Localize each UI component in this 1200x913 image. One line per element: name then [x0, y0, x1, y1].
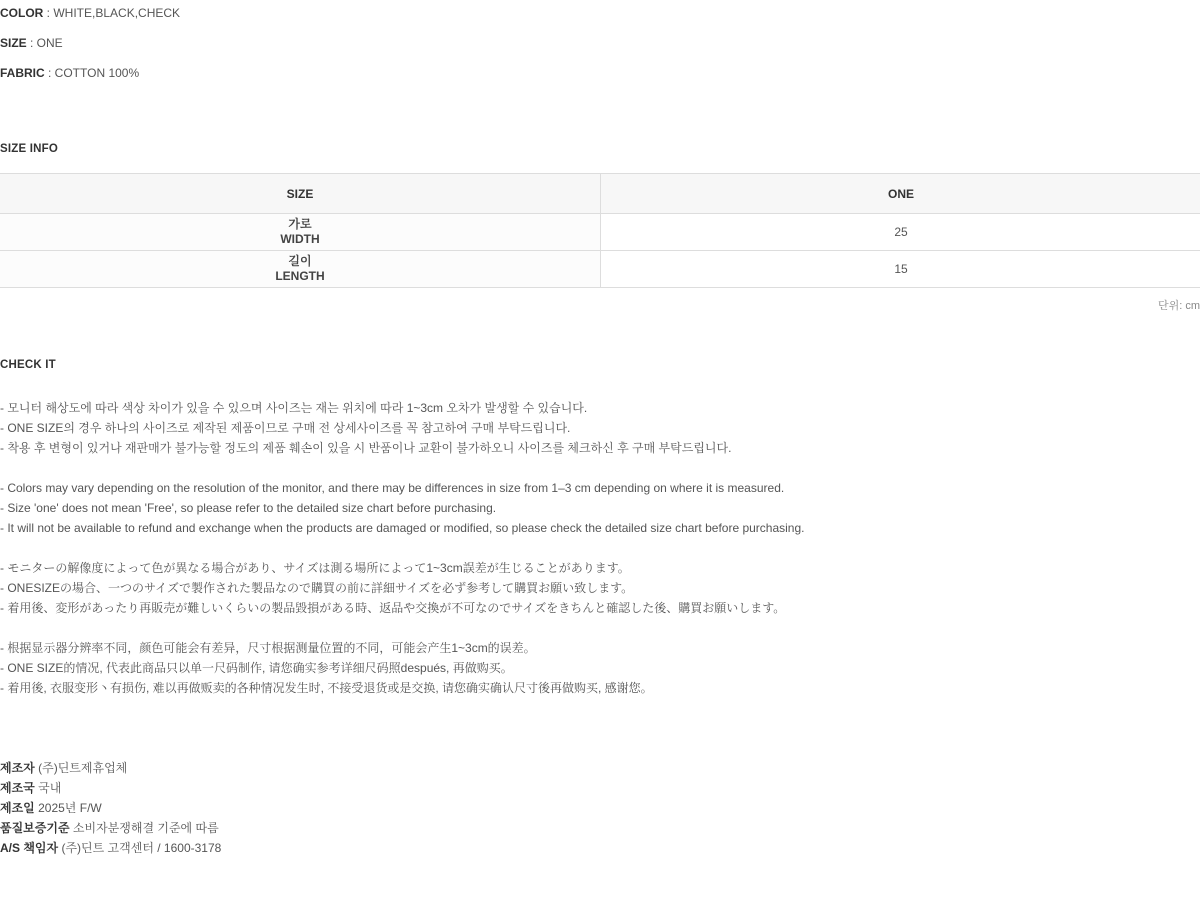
row-label-length — [0, 251, 601, 288]
size-info-table — [0, 173, 1200, 288]
note-en-3: - It will not be available to refund and exchange when the products are damaged or modified, so please check the detailed size chart before purchasing. — [0, 521, 805, 535]
note-cn-3: - 着用後, 衣服变形丶有损伤, 难以再做贩卖的各种情况发生时, 不接受退货或是交换, 请您确实确认尺寸後再做购买, 感谢您。 — [0, 681, 653, 695]
manufacturer-warranty-value: 소비자분쟁해결 기준에 따름 — [69, 821, 219, 835]
note-ko-3: - 착용 후 변형이 있거나 재판매가 불가능할 정도의 제품 훼손이 있을 시 반품이나 교환이 불가하오니 사이즈를 체크하신 후 구매 부탁드립니다. — [0, 441, 732, 455]
table-row — [0, 251, 1200, 288]
size-info-title: SIZE INFO — [0, 143, 59, 155]
note-jp-1: - モニターの解像度によって色が異なる場合があり、サイズは測る場所によって1~3cm誤差が生じることがあります。 — [0, 561, 630, 575]
note-cn-1: - 根据显示器分辨率不同，颜色可能会有差异，尺寸根据测量位置的不同，可能会产生1~3cm的误差。 — [0, 641, 536, 655]
manufacturer-country-label: 제조국 — [0, 781, 35, 795]
row-label-length-en: LENGTH — [275, 269, 325, 283]
manufacturer-as-value: (주)딘트 고객센터 / 1600-3178 — [58, 841, 222, 855]
spec-fabric — [0, 66, 139, 80]
spec-color — [0, 6, 180, 20]
manufacturer-maker — [0, 758, 127, 778]
size-unit-note: 단위: cm — [1157, 300, 1200, 312]
manufacturer-country-value: 국내 — [34, 781, 62, 795]
spec-size-value: : ONE — [26, 36, 63, 50]
row-value-width: 25 — [601, 214, 1200, 251]
row-label-width-ko: 가로 — [288, 217, 312, 231]
manufacturer-warranty — [0, 818, 219, 838]
table-header-one: ONE — [601, 174, 1200, 214]
row-label-width-en: WIDTH — [280, 232, 320, 246]
note-cn-2: - ONE SIZE的情况, 代表此商品只以单一尺码制作, 请您确实参考详细尺码照después, 再做购买。 — [0, 661, 513, 675]
spec-color-value: : WHITE,BLACK,CHECK — [43, 6, 181, 20]
note-ko-2: - ONE SIZE의 경우 하나의 사이즈로 제작된 제품이므로 구매 전 상세사이즈를 꼭 참고하여 구매 부탁드립니다. — [0, 421, 571, 435]
table-header-size: SIZE — [0, 174, 601, 214]
manufacturer-as — [0, 838, 221, 858]
note-en-1: - Colors may vary depending on the resolution of the monitor, and there may be differences in size from 1–3 cm depending on where it is measured. — [0, 481, 785, 495]
spec-fabric-label: FABRIC — [0, 66, 45, 80]
row-value-length: 15 — [601, 251, 1200, 288]
spec-size — [0, 36, 63, 50]
manufacturer-maker-value: (주)딘트제휴업체 — [34, 761, 128, 775]
row-label-width — [0, 214, 601, 251]
table-header-row — [0, 174, 1200, 214]
manufacturer-country — [0, 778, 61, 798]
manufacturer-date-value: 2025년 F/W — [34, 801, 102, 815]
note-jp-3: - 着用後、変形があったり再販売が難しいくらいの製品毀損がある時、返品や交換が不可なのでサイズをきちんと確認した後、購買お願いします。 — [0, 601, 786, 615]
manufacturer-as-label: A/S 책임자 — [0, 841, 59, 855]
note-ko-1: - 모니터 해상도에 따라 색상 차이가 있을 수 있으며 사이즈는 재는 위치에 따라 1~3cm 오차가 발생할 수 있습니다. — [0, 401, 588, 415]
table-row — [0, 214, 1200, 251]
check-it-title: CHECK IT — [0, 359, 56, 371]
note-en-2: - Size 'one' does not mean 'Free', so please refer to the detailed size chart before purchasing. — [0, 501, 497, 515]
row-label-length-ko: 길이 — [288, 254, 312, 268]
manufacturer-maker-label: 제조자 — [0, 761, 35, 775]
spec-size-label: SIZE — [0, 36, 27, 50]
spec-fabric-value: : COTTON 100% — [44, 66, 140, 80]
manufacturer-date-label: 제조일 — [0, 801, 35, 815]
manufacturer-date — [0, 798, 102, 818]
note-jp-2: - ONESIZEの場合、一つのサイズで製作された製品なので購買の前に詳細サイズを必ず参考して購買お願い致します。 — [0, 581, 634, 595]
spec-color-label: COLOR — [0, 6, 44, 20]
manufacturer-warranty-label: 품질보증기준 — [0, 821, 70, 835]
